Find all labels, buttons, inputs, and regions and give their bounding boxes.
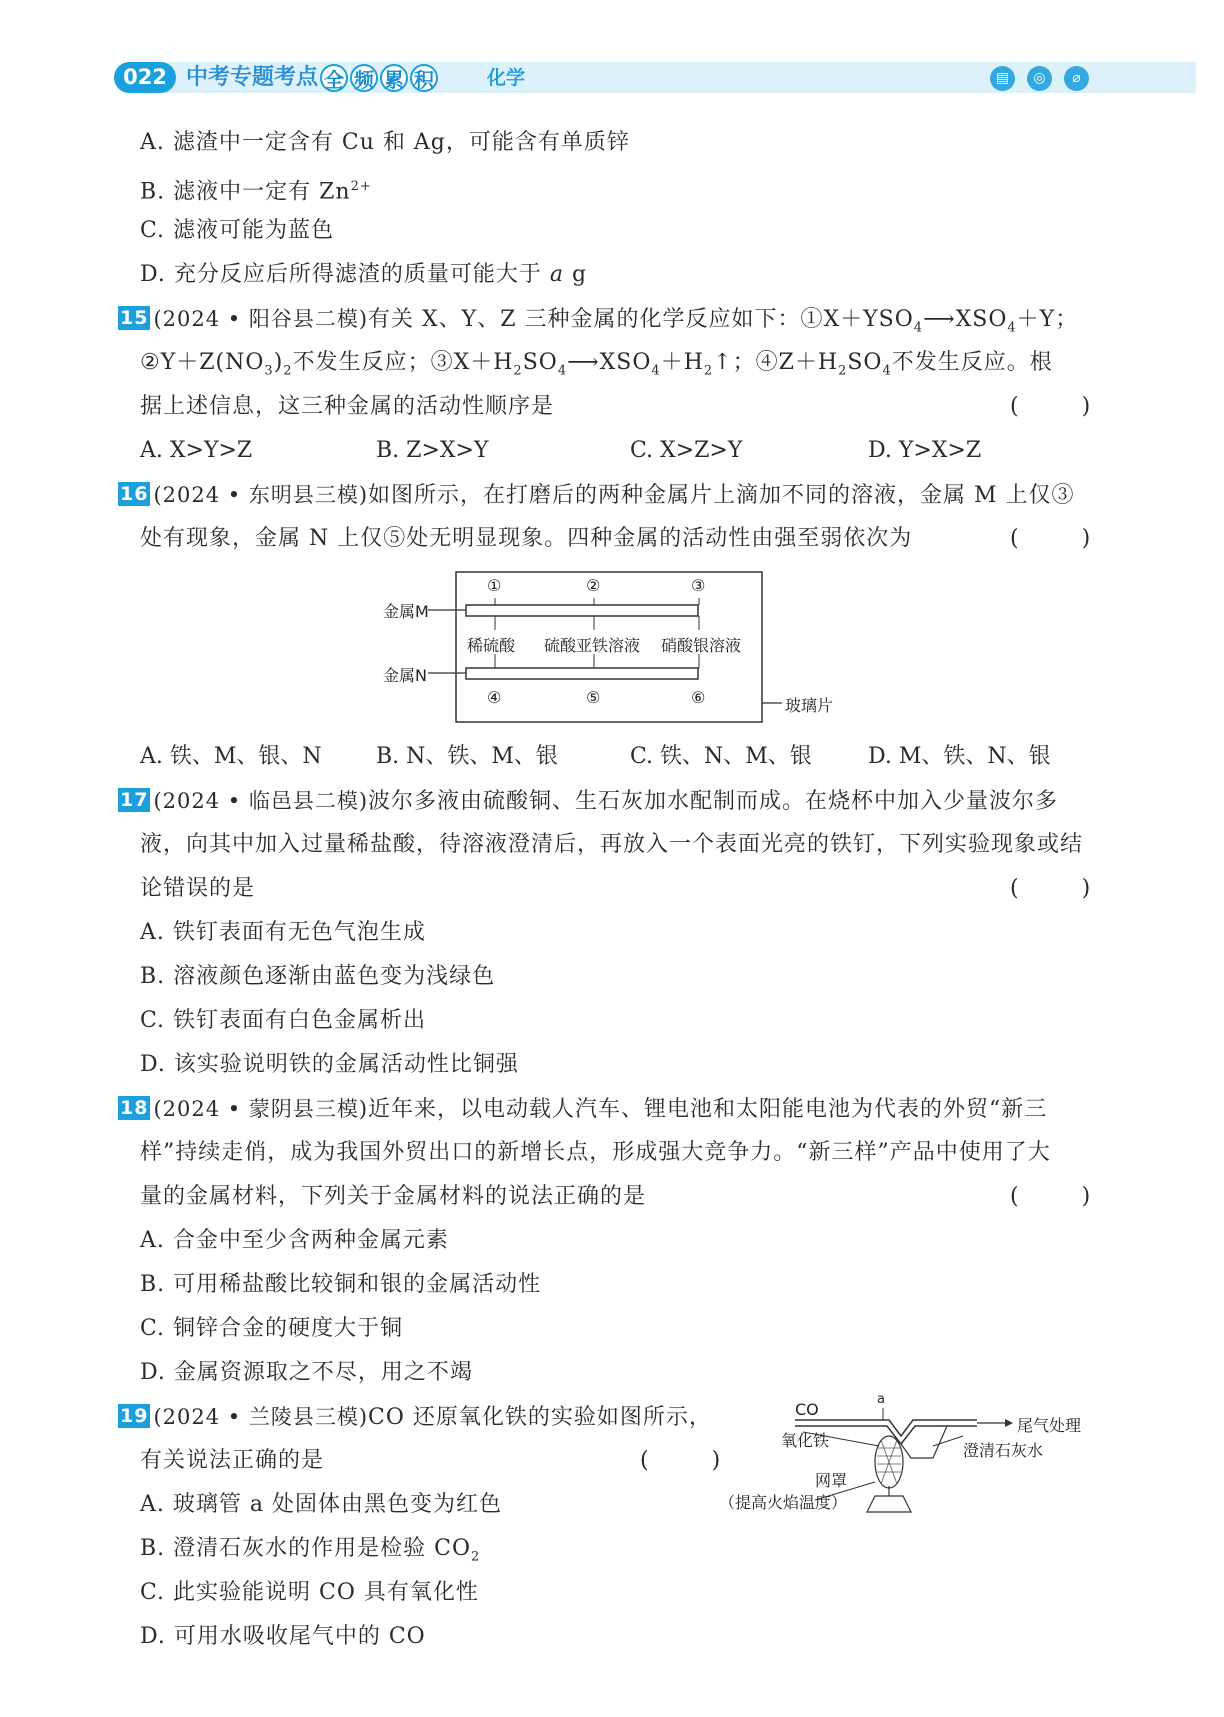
limewater-label: 澄清石灰水	[963, 1441, 1044, 1460]
tail-gas-label: 尾气处理	[1017, 1416, 1082, 1435]
document-icon: ▤	[990, 66, 1015, 91]
metal-m-label: 金属M	[383, 602, 429, 621]
question-number: 18	[120, 1097, 149, 1119]
question-number: 17	[120, 789, 149, 811]
q19-line-1: 19 (2024 • 兰陵县三模)CO 还原氧化铁的实验如图所示，	[120, 1405, 712, 1430]
q16-line-1: 16 (2024 • 东明县三模)如图所示，在打磨后的两种金属片上滴加不同的溶液，金属 M 上仅③	[120, 483, 1075, 508]
question-source: (2024 • 阳谷县二模)	[153, 307, 369, 331]
q17-line-2: 液，向其中加入过量稀盐酸，待溶液澄清后，再放入一个表面光亮的铁钉，下列实验现象或结	[140, 832, 1084, 857]
co-inlet-label: CO	[795, 1400, 819, 1419]
page-number: 022	[114, 62, 176, 93]
q19-option-d: D. 可用水吸收尾气中的 CO	[140, 1624, 426, 1649]
q15-line-3: 据上述信息，这三种金属的活动性顺序是	[140, 394, 555, 419]
drop-mark-6: ⑥	[691, 688, 706, 707]
q14-option-c: C. 滤液可能为蓝色	[140, 218, 335, 243]
q17-line-1: 17 (2024 • 临邑县二模)波尔多液由硫酸铜、生石灰加水配制而成。在烧杯中加入少量波尔多	[120, 789, 1059, 814]
iron-oxide-label: 氧化铁	[781, 1431, 830, 1450]
q15-option-b: B. Z>X>Y	[376, 438, 489, 463]
question-number: 15	[120, 307, 149, 329]
metal-n-label: 金属N	[383, 666, 427, 685]
q17-line-3: 论错误的是	[140, 876, 256, 901]
q15-line-2: $②Y+Z(NO_3)_2$不发生反应；$③X+H_2SO_4⟶XSO_4+H_2↑$；$④Z+H_2SO_4$不发生反应。根	[140, 350, 1053, 379]
drop-mark-5: ⑤	[586, 688, 601, 707]
co-reduction-apparatus	[715, 1392, 1095, 1530]
solution-label: 硫酸亚铁溶液	[544, 636, 641, 655]
solution-label: 硝酸银溶液	[661, 636, 742, 655]
series-title	[186, 64, 438, 92]
paperclip-icon: ⌀	[1064, 66, 1089, 91]
series-bubble: 积	[410, 64, 438, 92]
q17-option-d: D. 该实验说明铁的金属活动性比铜强	[140, 1052, 519, 1077]
q19-option-c: C. 此实验能说明 CO 具有氧化性	[140, 1580, 479, 1605]
q15-option-a: A. X>Y>Z	[140, 438, 253, 463]
q17-option-c: C. 铁钉表面有白色金属析出	[140, 1008, 427, 1033]
q15-option-d: D. Y>X>Z	[868, 438, 982, 463]
question-source: (2024 • 临邑县二模)	[153, 789, 369, 813]
q16-option-c: C. 铁、N、M、银	[630, 744, 812, 769]
question-source: (2024 • 蒙阴县三模)	[153, 1097, 369, 1121]
mesh-note-label: （提高火焰温度）	[719, 1493, 848, 1512]
q17-option-a: A. 铁钉表面有无色气泡生成	[140, 920, 426, 945]
q18-option-b: B. 可用稀盐酸比较铜和银的金属活动性	[140, 1272, 542, 1297]
series-bubble: 累	[380, 64, 408, 92]
question-source: (2024 • 东明县三模)	[153, 483, 369, 507]
q18-option-c: C. 铜锌合金的硬度大于铜	[140, 1316, 404, 1341]
glass-plate-label: 玻璃片	[785, 696, 834, 715]
q16-option-a: A. 铁、M、银、N	[140, 744, 322, 769]
answer-paren: ( )	[640, 1448, 749, 1473]
point-a-label: a	[877, 1392, 885, 1407]
q14-option-a: A. 滤渣中一定含有 Cu 和 Ag，可能含有单质锌	[140, 130, 630, 155]
q16-option-d: D. M、铁、N、银	[868, 744, 1051, 769]
drop-mark-2: ②	[586, 576, 601, 595]
q17-option-b: B. 溶液颜色逐渐由蓝色变为浅绿色	[140, 964, 496, 989]
series-bubble: 频	[350, 64, 378, 92]
q14-option-b: B. 滤液中一定有 $Zn^{2+}$	[140, 179, 372, 205]
q18-line-3: 量的金属材料，下列关于金属材料的说法正确的是	[140, 1184, 647, 1209]
subject-label: 化学	[487, 67, 526, 89]
q16-option-b: B. N、铁、M、银	[376, 744, 558, 769]
drop-mark-1: ①	[487, 576, 502, 595]
solution-label: 稀硫酸	[467, 636, 516, 655]
q19-option-b: B. 澄清石灰水的作用是检验 $CO_2$	[140, 1536, 481, 1565]
q18-option-d: D. 金属资源取之不尽，用之不竭	[140, 1360, 473, 1385]
mesh-label: 网罩	[815, 1471, 848, 1490]
q16-line-2: 处有现象，金属 N 上仅⑤处无明显现象。四种金属的活动性由强至弱依次为	[140, 526, 913, 551]
question-number: 19	[120, 1405, 149, 1427]
q15-option-c: C. X>Z>Y	[630, 438, 743, 463]
answer-paren: ( )	[1010, 876, 1119, 901]
question-source: (2024 • 兰陵县三模)	[153, 1405, 369, 1429]
drop-mark-4: ④	[487, 688, 502, 707]
question-number: 16	[120, 483, 149, 505]
q14-option-d: D. 充分反应后所得滤渣的质量可能大于 a g	[140, 262, 588, 287]
series-title-text: 中考专题考点	[186, 65, 319, 90]
q18-option-a: A. 合金中至少含两种金属元素	[140, 1228, 449, 1253]
compass-icon: ◎	[1027, 66, 1052, 91]
answer-paren: ( )	[1010, 394, 1119, 419]
series-bubble: 全	[320, 64, 348, 92]
q19-option-a: A. 玻璃管 a 处固体由黑色变为红色	[140, 1492, 502, 1517]
answer-paren: ( )	[1010, 1184, 1119, 1209]
q18-line-1: 18 (2024 • 蒙阴县三模)近年来，以电动载人汽车、锂电池和太阳能电池为代表的外贸“新三	[120, 1097, 1048, 1122]
q18-line-2: 样”持续走俏，成为我国外贸出口的新增长点，形成强大竞争力。“新三样”产品中使用了大	[140, 1140, 1051, 1165]
q15-line-1: 15 (2024 • 阳谷县二模)有关 X、Y、Z 三种金属的化学反应如下：$①X+YSO_4⟶XSO_4+Y$；	[120, 307, 1079, 336]
metal-plate-diagram	[380, 570, 850, 730]
q19-line-2: 有关说法正确的是	[140, 1448, 325, 1473]
answer-paren: ( )	[1010, 526, 1119, 551]
drop-mark-3: ③	[691, 576, 706, 595]
